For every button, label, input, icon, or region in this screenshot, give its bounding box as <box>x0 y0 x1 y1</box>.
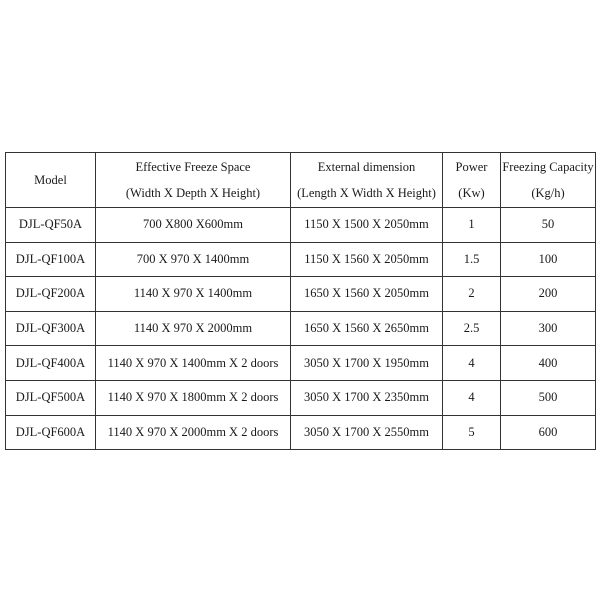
table-row <box>6 277 596 312</box>
cell-freezing-capacity: 600 <box>501 415 596 450</box>
cell-external-dimension: 1150 X 1500 X 2050mm <box>291 208 443 243</box>
cell-freeze-space: 1140 X 970 X 1400mm <box>96 277 291 312</box>
header-external-dimension-unit: (Length X Width X Height) <box>297 186 436 200</box>
cell-model: DJL-QF50A <box>6 208 96 243</box>
cell-power: 4 <box>443 346 501 381</box>
cell-freeze-space: 700 X800 X600mm <box>96 208 291 243</box>
spec-table <box>5 152 596 450</box>
cell-freezing-capacity: 500 <box>501 380 596 415</box>
cell-model: DJL-QF200A <box>6 277 96 312</box>
table-row <box>6 380 596 415</box>
cell-external-dimension: 3050 X 1700 X 2550mm <box>291 415 443 450</box>
header-power <box>443 153 501 208</box>
header-external-dimension <box>291 153 443 208</box>
cell-freezing-capacity: 200 <box>501 277 596 312</box>
cell-external-dimension: 1650 X 1560 X 2050mm <box>291 277 443 312</box>
cell-freeze-space: 700 X 970 X 1400mm <box>96 242 291 277</box>
cell-model: DJL-QF400A <box>6 346 96 381</box>
header-power-title: Power <box>455 160 488 174</box>
cell-model: DJL-QF600A <box>6 415 96 450</box>
cell-external-dimension: 1150 X 1560 X 2050mm <box>291 242 443 277</box>
cell-power: 5 <box>443 415 501 450</box>
table-row <box>6 242 596 277</box>
header-freeze-space-title: Effective Freeze Space <box>135 160 251 174</box>
header-freezing-capacity-unit: (Kg/h) <box>531 186 565 200</box>
cell-external-dimension: 1650 X 1560 X 2650mm <box>291 311 443 346</box>
cell-power: 2 <box>443 277 501 312</box>
table-row <box>6 311 596 346</box>
cell-model: DJL-QF100A <box>6 242 96 277</box>
cell-freezing-capacity: 300 <box>501 311 596 346</box>
header-model-label: Model <box>34 172 67 187</box>
cell-freeze-space: 1140 X 970 X 1800mm X 2 doors <box>96 380 291 415</box>
cell-freezing-capacity: 400 <box>501 346 596 381</box>
cell-freeze-space: 1140 X 970 X 1400mm X 2 doors <box>96 346 291 381</box>
cell-power: 4 <box>443 380 501 415</box>
cell-power: 2.5 <box>443 311 501 346</box>
table-row <box>6 208 596 243</box>
cell-power: 1.5 <box>443 242 501 277</box>
header-freezing-capacity-title: Freezing Capacity <box>502 160 594 174</box>
header-external-dimension-title: External dimension <box>317 160 416 174</box>
header-model <box>6 153 96 208</box>
header-freeze-space-unit: (Width X Depth X Height) <box>125 186 261 200</box>
table-row <box>6 415 596 450</box>
header-power-unit: (Kw) <box>458 186 485 200</box>
cell-freezing-capacity: 50 <box>501 208 596 243</box>
cell-model: DJL-QF500A <box>6 380 96 415</box>
cell-freezing-capacity: 100 <box>501 242 596 277</box>
header-freezing-capacity <box>501 153 596 208</box>
cell-freeze-space: 1140 X 970 X 2000mm X 2 doors <box>96 415 291 450</box>
cell-external-dimension: 3050 X 1700 X 2350mm <box>291 380 443 415</box>
cell-freeze-space: 1140 X 970 X 2000mm <box>96 311 291 346</box>
cell-model: DJL-QF300A <box>6 311 96 346</box>
header-freeze-space <box>96 153 291 208</box>
cell-power: 1 <box>443 208 501 243</box>
cell-external-dimension: 3050 X 1700 X 1950mm <box>291 346 443 381</box>
header-row <box>6 153 596 208</box>
table-row <box>6 346 596 381</box>
